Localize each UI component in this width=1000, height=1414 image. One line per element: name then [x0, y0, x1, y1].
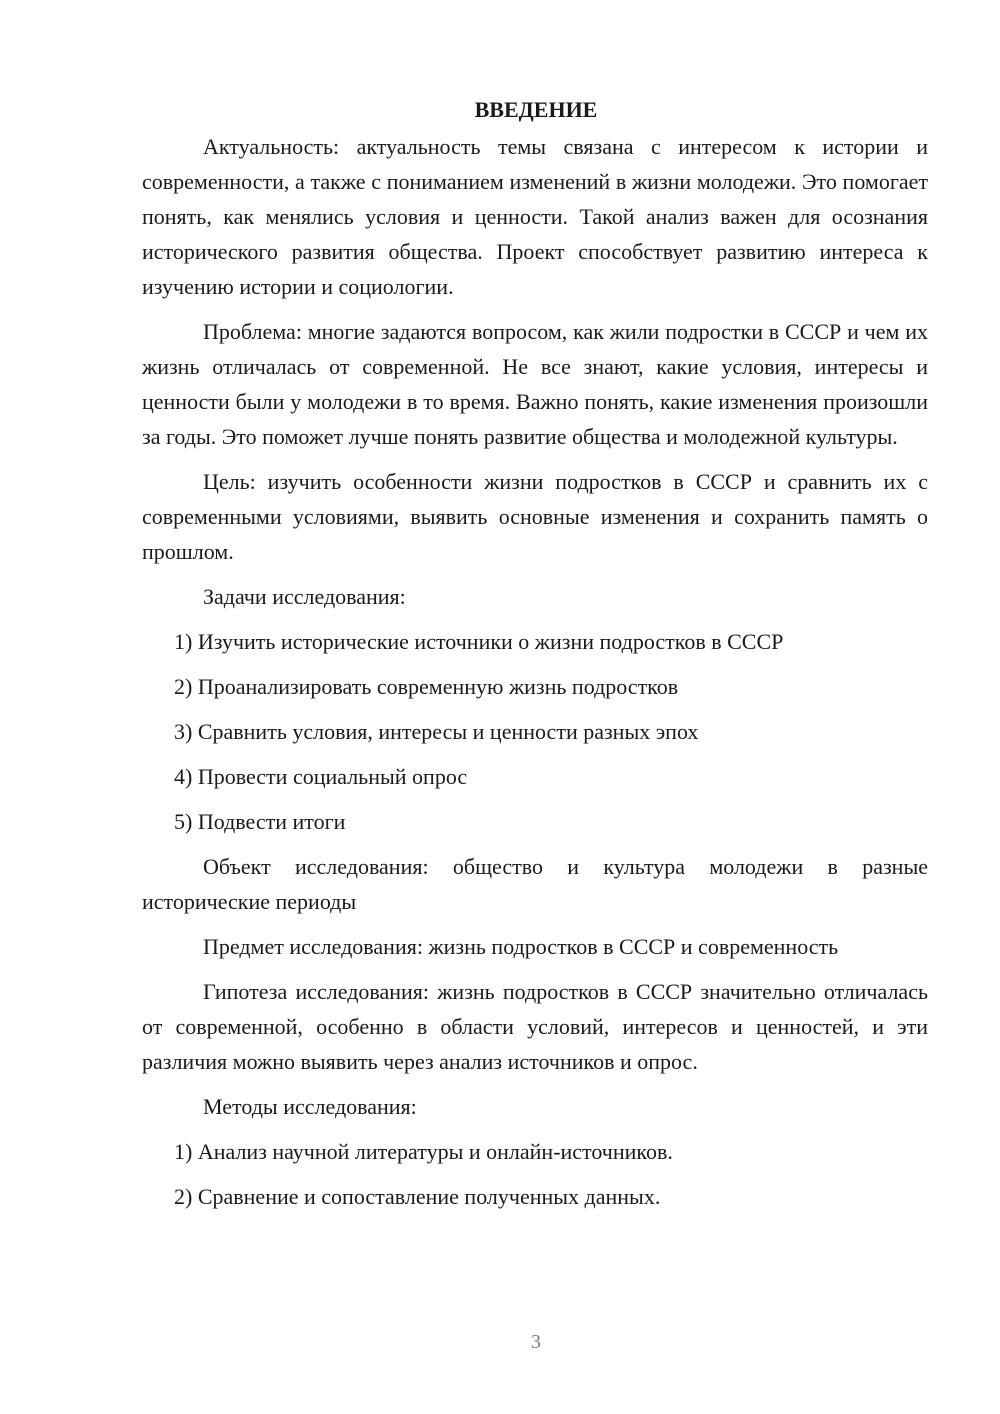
methods-list [142, 1134, 928, 1214]
list-item: 4) Провести социальный опрос [174, 764, 468, 789]
object-paragraph: Объект исследования: общество и культура молодежи в разные исторические периоды [142, 854, 928, 914]
list-item: 1) Анализ научной литературы и онлайн-источников. [174, 1139, 673, 1164]
section-heading: ВВЕДЕНИЕ [474, 97, 598, 122]
page-content [142, 92, 928, 1224]
list-item: 5) Подвести итоги [174, 809, 346, 834]
hypothesis-paragraph: Гипотеза исследования: жизнь подростков в СССР значительно отличалась от современной, особенно в области условий, интересов и ценностей, и эти различия можно выявить через анализ источников и опрос. [142, 979, 928, 1074]
list-item: 1) Изучить исторические источники о жизни подростков в СССР [174, 629, 784, 654]
list-item: 2) Проанализировать современную жизнь подростков [174, 674, 679, 699]
methods-title: Методы исследования: [203, 1094, 417, 1119]
goal-paragraph: Цель: изучить особенности жизни подростков в СССР и сравнить их с современными условиями, выявить основные изменения и сохранить память о прошлом. [142, 469, 928, 564]
problem-paragraph: Проблема: многие задаются вопросом, как жили подростки в СССР и чем их жизнь отличалась от современной. Не все знают, какие условия, интересы и ценности были у молодежи в то время. Важно понять, какие изменения произошли за годы. Это поможет лучше понять развитие общества и молодежной культуры. [142, 319, 928, 449]
subject-paragraph: Предмет исследования: жизнь подростков в СССР и современность [203, 934, 839, 959]
list-item: 2) Сравнение и сопоставление полученных данных. [174, 1184, 661, 1209]
relevance-paragraph: Актуальность: актуальность темы связана с интересом к истории и современности, а также с пониманием изменений в жизни молодежи. Это помогает понять, как менялись условия и ценности. Такой анализ важен для осознания исторического развития общества. Проект способствует развитию интереса к изучению истории и социологии. [142, 134, 928, 299]
page-number: 3 [531, 1331, 541, 1353]
tasks-title: Задачи исследования: [203, 584, 406, 609]
list-item: 3) Сравнить условия, интересы и ценности разных эпох [174, 719, 699, 744]
tasks-list [142, 624, 928, 839]
